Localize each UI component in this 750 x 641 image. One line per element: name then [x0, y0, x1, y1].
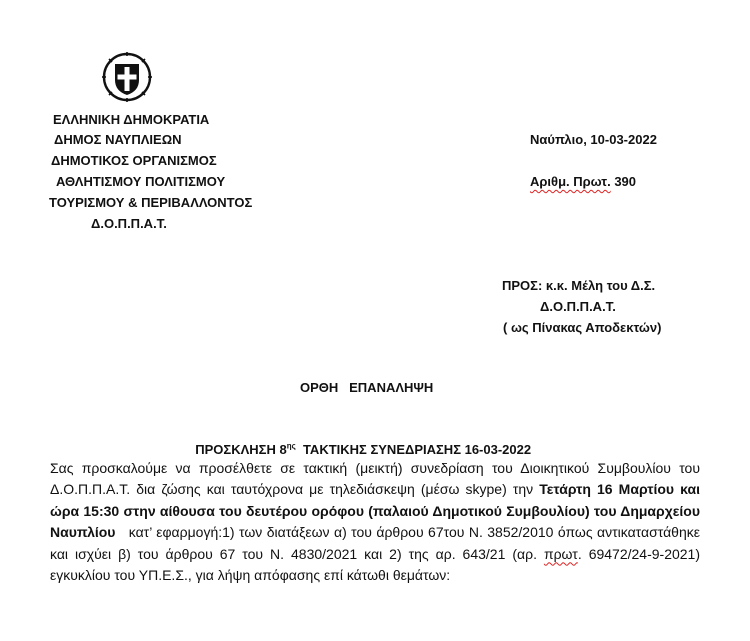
invitation-title-post: ΤΑΚΤΙΚΗΣ ΣΥΝΕΔΡΙΑΣΗΣ 16-03-2022: [295, 442, 532, 457]
org-line: Δ.Ο.Π.Π.Α.Τ.: [91, 216, 167, 231]
org-line: ΑΘΛΗΤΙΣΜΟΥ ΠΟΛΙΤΙΣΜΟΥ: [56, 174, 226, 189]
org-line: ΕΛΛΗΝΙΚΗ ΔΗΜΟΚΡΑΤΙΑ: [53, 112, 210, 127]
recipients-line-2: Δ.Ο.Π.Π.Α.Τ.: [540, 299, 616, 314]
invitation-title-sup: ης: [286, 441, 296, 451]
body-text-part1: Σας προσκαλούμε να προσέλθετε σε τακτική (μεικτή) συνεδρίαση του Διοικητικού Συμβουλίου του Δ.Ο.Π.Π.Α.Τ. δια ζώσης και ταυτόχρονα με τηλεδιάσκεψη (μέσω skype) την: [50, 460, 704, 498]
org-line: ΤΟΥΡΙΣΜΟΥ & ΠΕΡΙΒΑΛΛΟΝΤΟΣ: [49, 195, 253, 210]
recipients-line-3: ( ως Πίνακας Αποδεκτών): [503, 320, 662, 335]
meeting-details: Τετάρτη 16 Μαρτίου και ώρα 15:30 στην αίθουσα του δευτέρου ορόφου (παλαιού Δημοτικού Συμβουλίου) του Δημαρχείου Ναυπλίου: [50, 481, 704, 541]
place-date: Ναύπλιο, 10-03-2022: [530, 132, 657, 147]
correction-title: ΟΡΘΗ ΕΠΑΝΑΛΗΨΗ: [300, 380, 434, 395]
body-text-squiggle: πρωτ: [543, 545, 578, 562]
protocol-value: 390: [610, 174, 637, 189]
body-paragraph: [50, 458, 704, 586]
body-text-part2: κατ’ εφαρμογή:1) των διατάξεων α) του άρθρου 67του Ν. 3852/2010 όπως αντικαταστάθηκε και ισχύει β) του άρθρου 67 του Ν. 4830/2021 και 2) της αρ. 643/21 (αρ.: [50, 524, 704, 562]
invitation-title: [188, 420, 531, 460]
protocol-number: [530, 172, 636, 192]
greek-coat-of-arms-icon: [100, 50, 154, 104]
invitation-title-pre: ΠΡΟΣΚΛΗΣΗ 8: [195, 442, 287, 457]
org-line: ΔΗΜΟΣ ΝΑΥΠΛΙΕΩΝ: [54, 132, 182, 147]
invitation-body: [50, 458, 704, 586]
protocol-label: Αριθμ. Πρωτ.: [530, 174, 611, 189]
recipients-line-1: ΠΡΟΣ: κ.κ. Μέλη του Δ.Σ.: [502, 278, 656, 293]
body-text-part3: . 69472/24-9-2021) εγκυκλίου του ΥΠ.Ε.Σ., για λήψη απόφασης επί κάτωθι θεμάτων:: [50, 545, 704, 584]
org-line: ΔΗΜΟΤΙΚΟΣ ΟΡΓΑΝΙΣΜΟΣ: [51, 153, 217, 168]
